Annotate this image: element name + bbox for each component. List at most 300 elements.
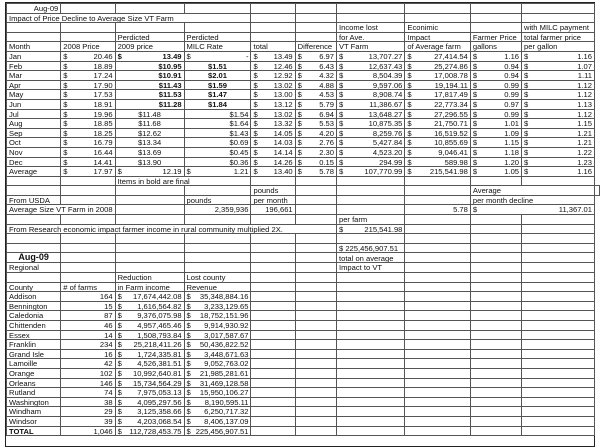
cell[interactable]: $1.51 (184, 61, 251, 71)
cell[interactable] (251, 253, 295, 263)
cell[interactable] (184, 349, 251, 359)
cell[interactable] (470, 224, 521, 234)
cell[interactable] (470, 243, 521, 253)
cell[interactable] (522, 253, 595, 263)
cell[interactable] (522, 282, 595, 292)
cell[interactable] (336, 128, 404, 138)
cell[interactable] (522, 263, 595, 273)
cell[interactable]: Difference (295, 42, 336, 52)
cell[interactable] (251, 263, 295, 273)
cell[interactable] (61, 167, 115, 177)
cell[interactable]: Income lost (336, 23, 404, 33)
cell[interactable] (251, 273, 295, 283)
cell[interactable] (184, 397, 251, 407)
cell[interactable] (405, 157, 470, 167)
cell[interactable] (522, 378, 595, 388)
month-label[interactable]: Mar (7, 71, 61, 81)
cell[interactable] (115, 426, 184, 436)
cell[interactable] (115, 253, 184, 263)
cell[interactable]: 87 (61, 311, 115, 321)
cell[interactable] (295, 176, 336, 186)
cell[interactable]: Perdicted (115, 32, 184, 42)
cell[interactable] (336, 224, 404, 234)
county-name[interactable]: Lamoille (7, 359, 61, 369)
cell[interactable] (405, 61, 470, 71)
cell[interactable] (405, 99, 470, 109)
cell[interactable] (115, 215, 184, 225)
cell[interactable]: $1.54 (184, 109, 251, 119)
cell[interactable] (522, 340, 595, 350)
cell[interactable] (184, 301, 251, 311)
cell[interactable]: of Average farm (405, 42, 470, 52)
month-label[interactable]: Nov (7, 147, 61, 157)
cell[interactable] (251, 311, 295, 321)
cell[interactable] (295, 416, 336, 426)
cell[interactable] (251, 292, 295, 302)
cell[interactable] (115, 321, 184, 331)
cell[interactable]: 16 (61, 349, 115, 359)
cell[interactable] (470, 368, 521, 378)
cell[interactable] (61, 234, 115, 244)
cell[interactable] (61, 32, 115, 42)
cell[interactable] (522, 99, 595, 109)
cell[interactable] (115, 368, 184, 378)
cell[interactable] (251, 234, 295, 244)
cell[interactable] (336, 4, 404, 14)
cell[interactable] (470, 167, 521, 177)
cell[interactable] (336, 13, 404, 23)
cell[interactable] (405, 128, 470, 138)
cell[interactable] (522, 51, 595, 61)
month-label[interactable]: Jul (7, 109, 61, 119)
cell[interactable] (522, 407, 595, 417)
cell[interactable] (251, 426, 295, 436)
cell[interactable] (251, 119, 295, 129)
cell[interactable] (7, 215, 61, 225)
cell[interactable]: 234 (61, 340, 115, 350)
cell[interactable]: Revenue (184, 282, 251, 292)
cell[interactable] (522, 359, 595, 369)
cell[interactable] (295, 330, 336, 340)
cell[interactable] (405, 51, 470, 61)
cell[interactable] (61, 253, 115, 263)
cell[interactable] (61, 23, 115, 33)
cell[interactable] (336, 378, 404, 388)
cell[interactable] (405, 147, 470, 157)
cell[interactable] (184, 243, 251, 253)
cell[interactable] (251, 167, 295, 177)
cell[interactable]: $12.62 (115, 128, 184, 138)
cell[interactable] (295, 138, 336, 148)
cell[interactable] (405, 349, 470, 359)
cell[interactable] (61, 128, 115, 138)
cell[interactable]: 29 (61, 407, 115, 417)
cell[interactable] (470, 253, 521, 263)
county-name[interactable]: Bennington (7, 301, 61, 311)
cell[interactable] (405, 340, 470, 350)
cell[interactable] (470, 397, 521, 407)
cell[interactable]: $13.69 (115, 147, 184, 157)
cell[interactable] (336, 61, 404, 71)
cell[interactable] (336, 234, 404, 244)
month-label[interactable]: Aug (7, 119, 61, 129)
cell[interactable] (251, 416, 295, 426)
cell[interactable] (470, 176, 521, 186)
cell[interactable] (405, 243, 470, 253)
cell[interactable]: $1.64 (184, 119, 251, 129)
cell[interactable] (522, 292, 595, 302)
cell[interactable] (405, 253, 470, 263)
cell[interactable] (405, 292, 470, 302)
cell[interactable] (336, 349, 404, 359)
cell[interactable] (61, 138, 115, 148)
cell[interactable] (336, 292, 404, 302)
cell[interactable] (251, 359, 295, 369)
cell[interactable]: per month (251, 195, 295, 205)
cell[interactable] (405, 138, 470, 148)
cell[interactable] (295, 195, 336, 205)
cell[interactable]: 39 (61, 416, 115, 426)
cell[interactable] (295, 157, 336, 167)
cell[interactable] (522, 167, 595, 177)
cell[interactable] (295, 292, 336, 302)
cell[interactable] (184, 407, 251, 417)
cell[interactable] (470, 215, 521, 225)
cell[interactable] (405, 263, 470, 273)
cell[interactable] (470, 378, 521, 388)
cell[interactable] (336, 330, 404, 340)
county-name[interactable]: Essex (7, 330, 61, 340)
cell[interactable]: Reduction (115, 273, 184, 283)
cell[interactable]: Perdicted (184, 32, 251, 42)
cell[interactable] (405, 186, 470, 196)
cell[interactable] (336, 80, 404, 90)
cell[interactable] (470, 90, 521, 100)
cell[interactable]: $13.34 (115, 138, 184, 148)
cell[interactable]: total farmer price (522, 32, 595, 42)
cell[interactable] (251, 176, 295, 186)
cell[interactable] (251, 349, 295, 359)
cell[interactable] (295, 273, 336, 283)
cell[interactable] (61, 80, 115, 90)
cell[interactable]: $13.90 (115, 157, 184, 167)
cell[interactable] (295, 32, 336, 42)
cell[interactable] (522, 349, 595, 359)
cell[interactable]: From USDA (7, 195, 61, 205)
cell[interactable] (295, 109, 336, 119)
cell[interactable] (184, 388, 251, 398)
cell[interactable] (184, 234, 251, 244)
cell[interactable] (61, 119, 115, 129)
cell[interactable] (251, 388, 295, 398)
cell[interactable] (61, 4, 115, 14)
cell[interactable] (470, 416, 521, 426)
cell[interactable] (251, 138, 295, 148)
cell[interactable] (295, 51, 336, 61)
cell[interactable] (184, 368, 251, 378)
cell[interactable]: 146 (61, 378, 115, 388)
cell[interactable] (405, 273, 470, 283)
cell[interactable] (184, 378, 251, 388)
cell[interactable] (61, 99, 115, 109)
cell[interactable] (115, 349, 184, 359)
cell[interactable] (251, 32, 295, 42)
cell[interactable] (470, 263, 521, 273)
cell[interactable] (295, 128, 336, 138)
cell[interactable]: 196,661 (251, 205, 295, 215)
cell[interactable] (251, 282, 295, 292)
cell[interactable]: VT Farm (336, 42, 404, 52)
cell[interactable] (7, 23, 61, 33)
cell[interactable] (336, 359, 404, 369)
cell[interactable] (115, 243, 184, 253)
cell[interactable]: total on average (336, 253, 404, 263)
cell[interactable] (115, 292, 184, 302)
cell[interactable] (295, 359, 336, 369)
cell[interactable] (522, 80, 595, 90)
cell[interactable] (405, 224, 470, 234)
cell[interactable] (251, 80, 295, 90)
bold-note[interactable]: Items in bold are final (115, 176, 251, 186)
cell[interactable] (115, 167, 184, 177)
cell[interactable] (470, 426, 521, 436)
cell[interactable] (184, 167, 251, 177)
cell[interactable]: pounds (184, 195, 251, 205)
cell[interactable] (115, 51, 184, 61)
cell[interactable] (251, 215, 295, 225)
cell[interactable] (251, 157, 295, 167)
cell[interactable]: $10.95 (115, 61, 184, 71)
cell[interactable] (470, 388, 521, 398)
cell[interactable] (405, 359, 470, 369)
county-name[interactable]: Orange (7, 368, 61, 378)
cell[interactable] (336, 51, 404, 61)
county-name[interactable]: Windham (7, 407, 61, 417)
cell[interactable] (470, 23, 521, 33)
cell[interactable]: 74 (61, 388, 115, 398)
regional-date[interactable]: Aug-09 (7, 253, 61, 263)
month-label[interactable]: Feb (7, 61, 61, 71)
cell[interactable]: 46 (61, 321, 115, 331)
cell[interactable] (61, 273, 115, 283)
cell[interactable] (184, 4, 251, 14)
cell[interactable]: County (7, 282, 61, 292)
cell[interactable] (7, 176, 61, 186)
cell[interactable] (184, 23, 251, 33)
cell[interactable] (115, 340, 184, 350)
cell[interactable] (405, 282, 470, 292)
cell[interactable] (251, 330, 295, 340)
cell[interactable] (295, 368, 336, 378)
cell[interactable] (115, 301, 184, 311)
cell[interactable] (7, 243, 61, 253)
cell[interactable] (295, 388, 336, 398)
cell[interactable]: $11.53 (115, 90, 184, 100)
cell[interactable] (336, 368, 404, 378)
cell[interactable] (522, 426, 595, 436)
cell[interactable] (522, 388, 595, 398)
cell[interactable] (61, 186, 115, 196)
cell[interactable] (251, 13, 295, 23)
cell[interactable] (336, 397, 404, 407)
sheet-title[interactable]: Impact of Price Decline to Average Size VT Farm (7, 13, 251, 23)
cell[interactable] (251, 407, 295, 417)
cell[interactable] (251, 147, 295, 157)
cell[interactable] (61, 61, 115, 71)
cell[interactable] (405, 388, 470, 398)
cell[interactable] (470, 80, 521, 90)
cell[interactable]: $10.91 (115, 71, 184, 81)
cell[interactable] (470, 4, 521, 14)
cell[interactable] (7, 234, 61, 244)
cell[interactable] (295, 397, 336, 407)
cell[interactable]: Lost county (184, 273, 251, 283)
cell[interactable] (405, 71, 470, 81)
cell[interactable] (470, 330, 521, 340)
cell[interactable] (184, 51, 251, 61)
cell[interactable] (336, 301, 404, 311)
cell[interactable]: # of farms (61, 282, 115, 292)
cell[interactable]: $1.84 (184, 99, 251, 109)
cell[interactable] (336, 205, 404, 215)
cell[interactable]: pounds (251, 186, 295, 196)
cell[interactable] (336, 311, 404, 321)
cell[interactable] (295, 90, 336, 100)
cell[interactable] (295, 263, 336, 273)
cell[interactable] (336, 119, 404, 129)
cell[interactable] (522, 109, 595, 119)
cell[interactable] (295, 147, 336, 157)
cell[interactable] (470, 234, 521, 244)
cell[interactable] (470, 292, 521, 302)
cell[interactable] (336, 99, 404, 109)
cell[interactable] (7, 273, 61, 283)
cell[interactable] (295, 321, 336, 331)
cell[interactable] (295, 61, 336, 71)
cell[interactable] (251, 90, 295, 100)
cell[interactable] (61, 147, 115, 157)
cell[interactable] (184, 426, 251, 436)
cell[interactable] (405, 4, 470, 14)
cell[interactable] (336, 282, 404, 292)
cell[interactable] (522, 61, 595, 71)
cell[interactable] (61, 195, 115, 205)
cell[interactable] (295, 186, 336, 196)
cell[interactable] (405, 330, 470, 340)
cell[interactable] (251, 378, 295, 388)
cell[interactable] (295, 23, 336, 33)
cell[interactable] (336, 195, 404, 205)
cell[interactable] (115, 330, 184, 340)
cell[interactable] (336, 321, 404, 331)
cell[interactable] (251, 340, 295, 350)
cell[interactable] (336, 109, 404, 119)
cell[interactable]: Average (7, 167, 61, 177)
cell[interactable] (61, 51, 115, 61)
cell[interactable]: $11.43 (115, 80, 184, 90)
cell[interactable] (295, 119, 336, 129)
cell[interactable]: Econimic (405, 23, 470, 33)
cell[interactable] (184, 263, 251, 273)
cell[interactable] (295, 71, 336, 81)
cell[interactable] (336, 416, 404, 426)
county-name[interactable]: Grand Isle (7, 349, 61, 359)
cell[interactable]: 42 (61, 359, 115, 369)
cell[interactable]: 164 (61, 292, 115, 302)
cell[interactable] (336, 388, 404, 398)
cell[interactable] (295, 4, 336, 14)
cell[interactable] (184, 359, 251, 369)
cell[interactable] (115, 359, 184, 369)
cell[interactable] (295, 349, 336, 359)
cell[interactable] (184, 321, 251, 331)
cell[interactable] (184, 186, 251, 196)
cell[interactable] (470, 321, 521, 331)
cell[interactable] (295, 340, 336, 350)
cell[interactable] (184, 311, 251, 321)
cell[interactable] (251, 51, 295, 61)
cell[interactable] (251, 4, 295, 14)
cell[interactable] (405, 301, 470, 311)
col-header-month[interactable]: Month (7, 42, 61, 52)
cell[interactable] (336, 407, 404, 417)
cell[interactable] (61, 215, 115, 225)
cell[interactable] (295, 234, 336, 244)
cell[interactable] (522, 311, 595, 321)
cell[interactable]: gallons (470, 42, 521, 52)
cell[interactable] (295, 13, 336, 23)
cell[interactable] (7, 186, 61, 196)
cell[interactable] (336, 138, 404, 148)
cell[interactable]: $0.69 (184, 138, 251, 148)
cell[interactable] (115, 234, 184, 244)
cell[interactable] (115, 205, 184, 215)
month-label[interactable]: Oct (7, 138, 61, 148)
cell[interactable] (470, 311, 521, 321)
cell[interactable] (61, 176, 115, 186)
cell[interactable] (295, 167, 336, 177)
county-name[interactable]: Caledonia (7, 311, 61, 321)
cell[interactable] (470, 128, 521, 138)
cell[interactable] (251, 23, 295, 33)
cell[interactable] (251, 301, 295, 311)
cell[interactable] (522, 90, 595, 100)
cell[interactable]: $0.36 (184, 157, 251, 167)
cell[interactable] (522, 330, 595, 340)
cell[interactable] (470, 13, 521, 23)
month-label[interactable]: Jun (7, 99, 61, 109)
cell[interactable] (251, 61, 295, 71)
cell[interactable] (522, 176, 595, 186)
cell[interactable] (405, 311, 470, 321)
cell[interactable] (115, 195, 184, 205)
total-label[interactable]: TOTAL (7, 426, 61, 436)
cell[interactable] (522, 13, 595, 23)
cell[interactable]: for Ave. (336, 32, 404, 42)
cell[interactable] (405, 215, 470, 225)
cell[interactable] (336, 186, 404, 196)
cell[interactable] (405, 407, 470, 417)
cell[interactable] (405, 195, 470, 205)
cell[interactable]: $11.28 (115, 99, 184, 109)
cell[interactable] (61, 263, 115, 273)
cell[interactable] (405, 234, 470, 244)
cell[interactable] (522, 397, 595, 407)
cell[interactable]: Regional (7, 263, 61, 273)
cell[interactable] (470, 407, 521, 417)
cell[interactable] (405, 109, 470, 119)
cell[interactable] (595, 186, 600, 196)
